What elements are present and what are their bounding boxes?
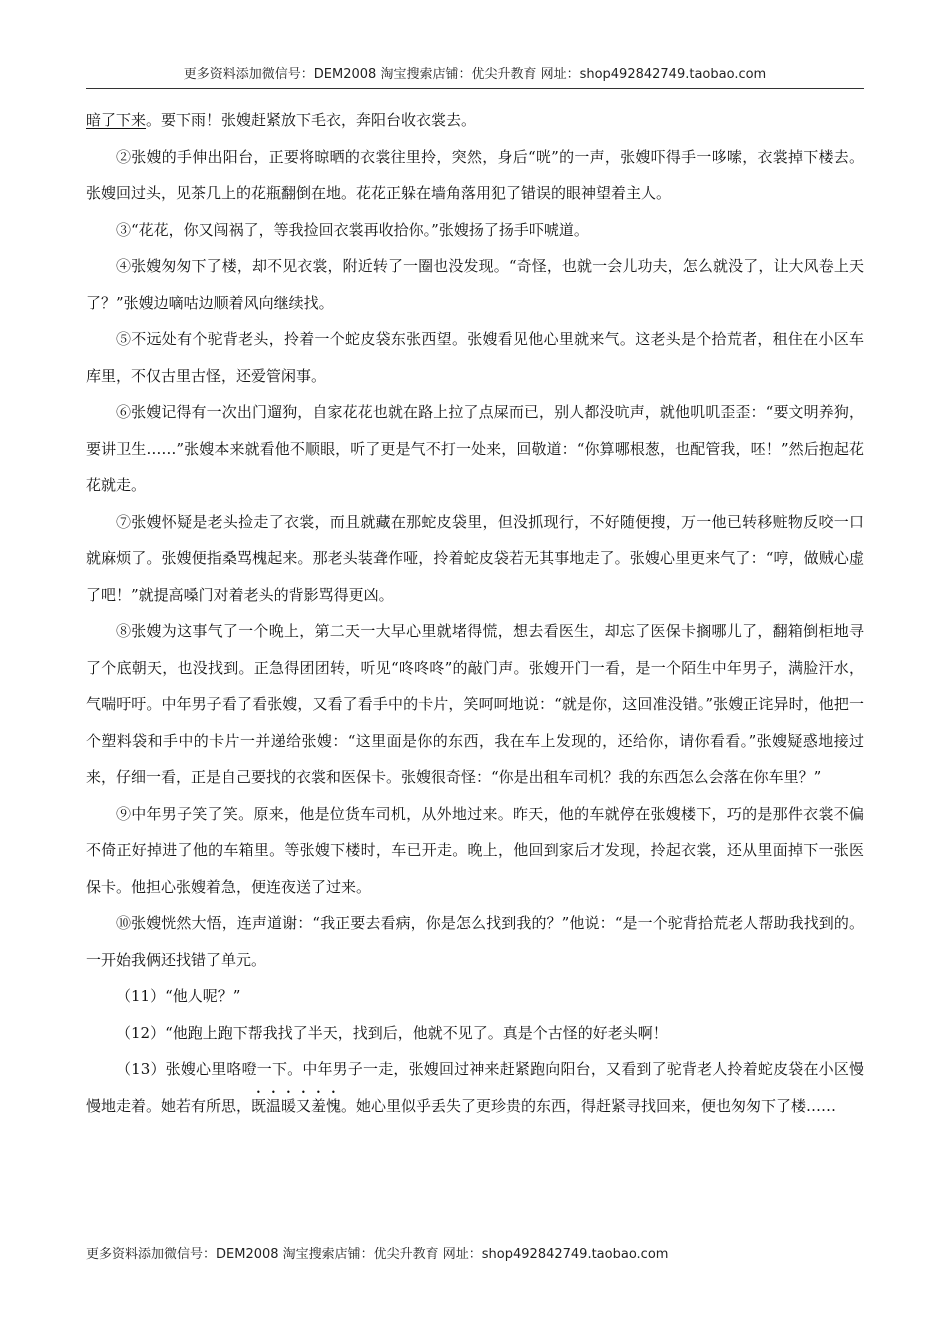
paragraph-13 — [86, 1051, 864, 1124]
paragraph-12: （12）“他跑上跑下帮我找了半天，找到后，他就不见了。真是个古怪的好老头啊！ — [116, 1023, 668, 1042]
paragraph-10: ⑩张嫂恍然大悟，连声道谢：“我正要去看病，你是怎么找到我的？”他说：“是一个驼背拾荒老人帮助我找到的。一开始我俩还找错了单元。 — [86, 914, 864, 969]
paragraph-2: ②张嫂的手伸出阳台，正要将晾晒的衣裳往里拎，突然，身后“咣”的一声，张嫂吓得手一哆嗦，衣裳掉下楼去。张嫂回过头，见茶几上的花瓶翻倒在地。花花正躲在墙角落用犯了错误的眼神望着主人。 — [86, 147, 864, 202]
paragraph-4: ④张嫂匆匆下了楼，却不见衣裳，附近转了一圈也没发现。“奇怪，也就一会儿功夫，怎么就没了，让大风卷上天了？”张嫂边嘀咕边顺着风向继续找。 — [86, 257, 864, 312]
paragraph-13-start: （13）张嫂心里咯噔一下。中年男子一走，张嫂回过神来赶紧跑向阳台，又看到了驼背老人拎着蛇皮袋在小区慢慢地走着。她若有所思， — [86, 1060, 864, 1115]
underlined-phrase: 暗了下来 — [86, 111, 147, 129]
paragraph-9: ⑨中年男子笑了笑。原来，他是位货车司机，从外地过来。昨天，他的车就停在张嫂楼下，巧的是那件衣裳不偏不倚正好掉进了他的车箱里。等张嫂下楼时，车已开走。晚上，他回到家后才发现，拎起衣裳，还从里面掉下一张医保卡。他担心张嫂着急，便连夜送了过来。 — [86, 804, 864, 896]
paragraph-8: ⑧张嫂为这事气了一个晚上，第二天一大早心里就堵得慌，想去看医生，却忘了医保卡搁哪儿了，翻箱倒柜地寻了个底朝天，也没找到。正急得团团转，听见“咚咚咚”的敲门声。张嫂开门一看，是一个陌生中年男子，满脸汗水，气喘吁吁。中年男子看了看张嫂，又看了看手中的卡片，笑呵呵地说：“就是你，这回准没错。”张嫂正诧异时，他把一个塑料袋和手中的卡片一并递给张嫂：“这里面是你的东西，我在车上发现的，还给你，请你看看。”张嫂疑惑地接过来，仔细一看，正是自己要找的衣裳和医保卡。张嫂很奇怪：“你是出租车司机？我的东西怎么会落在你车里？” — [86, 622, 864, 786]
article-body — [86, 102, 864, 1124]
page-header: 更多资料添加微信号：DEM2008 淘宝搜索店铺：优尖升教育 网址：shop492842749.taobao.com — [86, 62, 864, 89]
page-footer: 更多资料添加微信号：DEM2008 淘宝搜索店铺：优尖升教育 网址：shop492842749.taobao.com — [86, 1247, 669, 1262]
paragraph-3: ③“花花，你又闯祸了，等我捡回衣裳再收拾你。”张嫂扬了扬手吓唬道。 — [116, 220, 589, 239]
paragraph-11: （11）“他人呢？” — [116, 987, 241, 1005]
intro-text: 。要下雨！张嫂赶紧放下毛衣，奔阳台收衣裳去。 — [146, 111, 477, 129]
intro-paragraph — [86, 102, 864, 139]
paragraph-5: ⑤不远处有个驼背老头，拎着一个蛇皮袋东张西望。张嫂看见他心里就来气。这老头是个拾荒者，租住在小区车库里，不仅古里古怪，还爱管闲事。 — [86, 330, 864, 385]
paragraph-6: ⑥张嫂记得有一次出门遛狗，自家花花也就在路上拉了点屎而已，别人都没吭声，就他叽叽歪歪：“要文明养狗，要讲卫生……”张嫂本来就看他不顺眼，听了更是气不打一处来，回敬道：“你算哪根葱，也配管我，呸！”然后抱起花花就走。 — [86, 403, 864, 494]
emphasized-phrase: 既温暖又羞愧 — [251, 1096, 342, 1115]
paragraph-13-end: 。她心里似乎丢失了更珍贵的东西，得赶紧寻找回来，便也匆匆下了楼…… — [341, 1096, 837, 1115]
paragraph-7: ⑦张嫂怀疑是老头捡走了衣裳，而且就藏在那蛇皮袋里，但没抓现行，不好随便搜，万一他已转移赃物反咬一口就麻烦了。张嫂便指桑骂槐起来。那老头装聋作哑，拎着蛇皮袋若无其事地走了。张嫂心里更来气了：“哼，做贼心虚了吧！”就提高嗓门对着老头的背影骂得更凶。 — [86, 512, 864, 604]
